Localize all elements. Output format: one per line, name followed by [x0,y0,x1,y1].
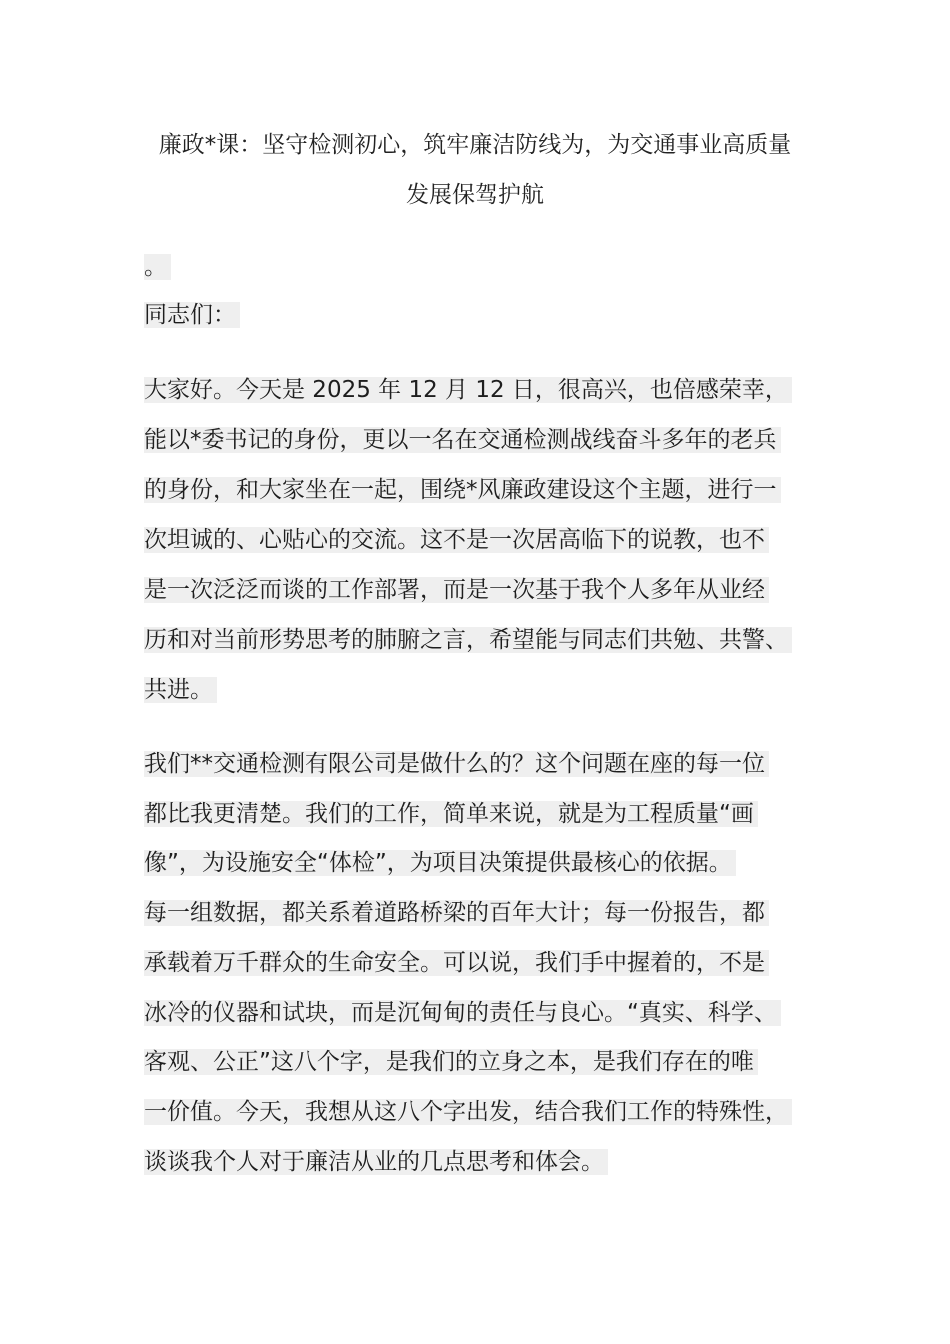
paragraph-text: 像”，为设施安全“体检”，为项目决策提供最核心的依据。 [144,850,736,876]
paragraph2-line [144,1093,792,1131]
paragraph1-line [144,471,781,509]
paragraph2-line [144,994,781,1032]
greeting-line [144,296,240,334]
paragraph1-line [144,421,781,459]
paragraph-text: 承载着万千群众的生命安全。可以说，我们手中握着的，不是 [144,950,769,976]
paragraph2-line [144,1143,608,1181]
paragraph1-line [144,571,769,609]
paragraph-text: 历和对当前形势思考的肺腑之言，希望能与同志们共勉、共警、 [144,627,792,653]
paragraph-text: 都比我更清楚。我们的工作，简单来说，就是为工程质量“画 [144,801,758,827]
paragraph1-line [144,521,769,559]
paragraph-text: 次坦诚的、心贴心的交流。这不是一次居高临下的说教，也不 [144,527,769,553]
paragraph1-line [144,371,792,409]
paragraph1-line [144,671,217,709]
paragraph2-line [144,894,769,932]
paragraph-text: 谈谈我个人对于廉洁从业的几点思考和体会。 [144,1149,608,1175]
paragraph-text: 一价值。今天，我想从这八个字出发，结合我们工作的特殊性， [144,1099,792,1125]
paragraph-text: 能以*委书记的身份，更以一名在交通检测战线奋斗多年的老兵 [144,427,781,453]
separator-text: 。 [144,254,171,280]
title-line: 廉政*课：坚守检测初心，筑牢廉洁防线为，为交通事业高质量 [158,132,792,158]
paragraph-text: 冰冷的仪器和试块，而是沉甸甸的责任与良心。“真实、科学、 [144,1000,781,1026]
paragraph2-line [144,795,758,833]
separator-line [144,248,171,286]
paragraph2-line [144,944,769,982]
paragraph-text: 每一组数据，都关系着道路桥梁的百年大计；每一份报告，都 [144,900,769,926]
paragraph2-line [144,844,736,882]
paragraph2-line [144,1043,758,1081]
greeting-text: 同志们： [144,302,240,328]
paragraph-text: 客观、公正”这八个字，是我们的立身之本，是我们存在的唯 [144,1049,758,1075]
paragraph-text: 我们**交通检测有限公司是做什么的？这个问题在座的每一位 [144,751,769,777]
document-title [140,120,810,220]
paragraph-text: 共进。 [144,677,217,703]
title-line: 发展保驾护航 [406,182,544,208]
paragraph-text: 大家好。今天是 2025 年 12 月 12 日，很高兴，也倍感荣幸， [144,377,792,403]
paragraph-text: 是一次泛泛而谈的工作部署，而是一次基于我个人多年从业经 [144,577,769,603]
paragraph1-line [144,621,792,659]
paragraph2-line [144,745,769,783]
paragraph-text: 的身份，和大家坐在一起，围绕*风廉政建设这个主题，进行一 [144,477,781,503]
